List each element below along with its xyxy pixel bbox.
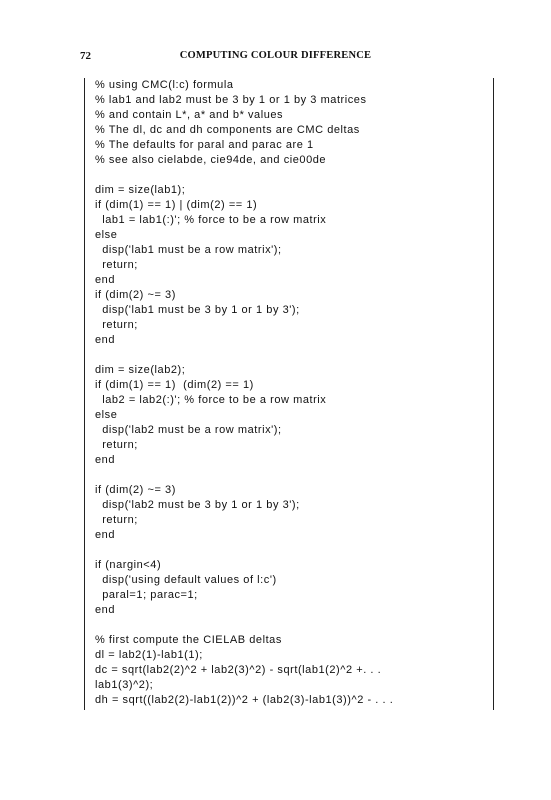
code-line: end — [95, 454, 116, 466]
code-line: return; — [95, 259, 138, 271]
code-line: paral=1; parac=1; — [95, 589, 198, 601]
code-line: % The defaults for paral and parac are 1 — [95, 139, 314, 151]
code-line: end — [95, 529, 116, 541]
code-line: end — [95, 604, 116, 616]
code-line: disp('lab1 must be 3 by 1 or 1 by 3'); — [95, 304, 300, 316]
code-line: return; — [95, 319, 138, 331]
code-line: disp('lab1 must be a row matrix'); — [95, 244, 282, 256]
code-blank-line — [95, 618, 393, 633]
code-listing-frame — [84, 78, 494, 710]
code-line: lab2 = lab2(:)'; % force to be a row matrix — [95, 394, 327, 406]
code-blank-line — [95, 543, 393, 558]
code-line: dl = lab2(1)-lab1(1); — [95, 649, 203, 661]
code-line: disp('lab2 must be 3 by 1 or 1 by 3'); — [95, 499, 300, 511]
code-line: end — [95, 334, 116, 346]
page-header — [80, 50, 471, 68]
running-title: COMPUTING COLOUR DIFFERENCE — [179, 50, 372, 61]
code-blank-line — [95, 168, 393, 183]
code-line: lab1(3)^2); — [95, 679, 154, 691]
code-blank-line — [95, 468, 393, 483]
code-line: dim = size(lab1); — [95, 184, 186, 196]
code-line: % lab1 and lab2 must be 3 by 1 or 1 by 3 matrices — [95, 94, 367, 106]
code-line: % using CMC(l:c) formula — [95, 79, 234, 91]
code-line: % first compute the CIELAB deltas — [95, 634, 282, 646]
code-line: % and contain L*, a* and b* values — [95, 109, 284, 121]
code-line: if (dim(1) == 1) | (dim(2) == 1) — [95, 199, 258, 211]
code-line: end — [95, 274, 116, 286]
code-line: if (nargin<4) — [95, 559, 162, 571]
code-line: if (dim(2) ~= 3) — [95, 484, 176, 496]
code-line: dim = size(lab2); — [95, 364, 186, 376]
code-line: % The dl, dc and dh components are CMC deltas — [95, 124, 360, 136]
code-line: disp('using default values of l:c') — [95, 574, 277, 586]
code-line: if (dim(1) == 1) (dim(2) == 1) — [95, 379, 254, 391]
code-listing — [95, 78, 393, 708]
code-line: % see also cielabde, cie94de, and cie00de — [95, 154, 327, 166]
code-line: return; — [95, 514, 138, 526]
code-line: else — [95, 409, 118, 421]
code-line: return; — [95, 439, 138, 451]
code-line: if (dim(2) ~= 3) — [95, 289, 176, 301]
code-line: dh = sqrt((lab2(2)-lab1(2))^2 + (lab2(3)-lab1(3))^2 - . . . — [95, 694, 394, 706]
page-number: 72 — [80, 50, 91, 62]
code-line: dc = sqrt(lab2(2)^2 + lab2(3)^2) - sqrt(lab1(2)^2 +. . . — [95, 664, 382, 676]
code-blank-line — [95, 348, 393, 363]
code-line: disp('lab2 must be a row matrix'); — [95, 424, 282, 436]
code-line: else — [95, 229, 118, 241]
code-line: lab1 = lab1(:)'; % force to be a row matrix — [95, 214, 327, 226]
